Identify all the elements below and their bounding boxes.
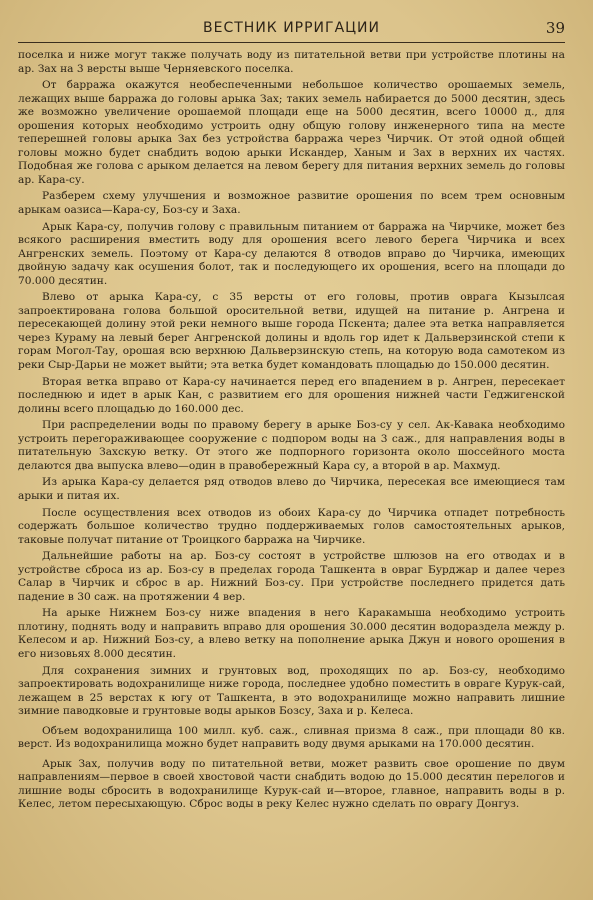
paragraph: Разберем схему улучшения и возможное развитие орошения по всем трем основным арыкам оазиса—Кара-су, Боз-су и Заха. bbox=[18, 190, 565, 217]
article-body bbox=[18, 49, 565, 812]
paragraph: После осуществления всех отводов из обоих Кара-су до Чирчика отпадет потребность содержать большое количество трудно поддерживаемых голов самостоятельных арыков, таковые получат питание от Троицкого барража на Чирчике. bbox=[18, 506, 565, 546]
paragraph: Объем водохранилища 100 милл. куб. саж., сливная призма 8 саж., при площади 80 кв. верст. Из водохранилища можно будет направить воду двумя арыками на 170.000 десятин. bbox=[18, 724, 565, 751]
paragraph: Дальнейшие работы на ар. Боз-су состоят в устройстве шлюзов на его отводах и в устройстве сброса из ар. Боз-су в пределах города Ташкента в овраг Бурджар и далее через Салар в Чирчик и сброс в ар. Нижний Боз-су. При устройстве последнего придется дать падение в 30 саж. на протяжении 4 вер. bbox=[18, 550, 565, 603]
paragraph: Влево от арыка Кара-су, с 35 версты от его головы, против оврага Кызылсая запроектирована голова большой оросительной ветви, идущей на питание р. Ангрена и пересекающей долину этой реки немного выше города Пскента; далее эта ветка направляется через Кураму на левый берег Ангренской долины и вдоль гор идет к Дальверзинской степи к горам Могол-Тау, орошая всю верхнюю Дальверзинскую степь, на которую вода самотеком из реки Сыр-Дарьи не может выйти; эта ветка будет командовать площадью до 150.000 десятин. bbox=[18, 291, 565, 372]
paragraph: Арык Кара-су, получив голову с правильным питанием от барража на Чирчике, может без всякого расширения вместить воду для орошения всего левого берега Чирчика и всех Ангренских земель. Поэтому от Кара-су делаются 8 отводов вправо до Чирчика, имеющих двойную задачу как осушения болот, так и последующего их орошения, всего на площади до 70.000 десятин. bbox=[18, 220, 565, 287]
page-header bbox=[18, 18, 565, 43]
paragraph: Для сохранения зимних и грунтовых вод, проходящих по ар. Боз-су, необходимо запроектировать водохранилище ниже города, последнее удобно поместить в овраге Курук-сай, лежащем в 25 верстах к югу от Ташкента, в это водохранилище можно направить лишние зимние паводковые и грунтовые воды арыков Бозсу, Заха и р. Келеса. bbox=[18, 664, 565, 718]
paragraph: Вторая ветка вправо от Кара-су начинается перед его впадением в р. Ангрен, пересекает последнюю и идет в арык Кан, с развитием его для орошения нижней части Геджигенской долины всего площадью до 160.000 дес. bbox=[18, 375, 565, 415]
paragraph: Арык Зах, получив воду по питательной ветви, может развить свое орошение по двум направлениям—первое в своей хвостовой части снабдить водою до 15.000 десятин перелогов и лишние воды сбросить в водохранилище Курук-сай и—второе, главное, направить воды в р. Келес, летом пересыхающую. Сброс воды в реку Келес нужно сделать по оврагу Донгуз. bbox=[18, 757, 565, 811]
paragraph: При распределении воды по правому берегу в арыке Боз-су у сел. Ак-Кавака необходимо устроить перегораживающее сооружение с подпором воды на 3 саж., для направления воды в питательную Захскую ветку. От этого же подпорного горизонта около шоссейного моста делаются два выпуска влево—один в правобережный Кара су, а второй в ар. Махмуд. bbox=[18, 419, 565, 472]
page-number: 39 bbox=[545, 19, 565, 37]
paragraph: поселка и ниже могут также получать воду из питательной ветви при устройстве плотины на ар. Зах на 3 версты выше Черняевского поселка. bbox=[18, 49, 565, 75]
paragraph: На арыке Нижнем Боз-су ниже впадения в него Каракамыша необходимо устроить плотину, поднять воду и направить вправо для орошения 30.000 десятин водораздела между р. Келесом и ар. Нижний Боз-су, а влево ветку на пополнение арыка Джун и нового орошения в его низовьях 8.000 десятин. bbox=[18, 607, 565, 660]
paragraph: Из арыка Кара-су делается ряд отводов влево до Чирчика, пересекая все имеющиеся там арыки и питая их. bbox=[18, 476, 565, 502]
running-title: ВЕСТНИК ИРРИГАЦИИ bbox=[203, 20, 380, 36]
paragraph: От барража окажутся необеспеченными небольшое количество орошаемых земель, лежащих выше барража до головы арыка Зах; таких земель набирается до 5000 десятин, здесь же возможно увеличение орошаемой площади еще на 5000 десятин, всего 10000 д., для орошения которых необходимо устроить одну общую голову инженерного типа на месте теперешней головы арыка Зах без устройства барража через Чирчик. От этой одной общей головы можно будет снабдить водою арыки Искандер, Ханым и Зах в верхних их частях. Подобная же голова с арыком делается на левом берегу для питания верхних земель до головы ар. Кара-су. bbox=[18, 79, 565, 186]
